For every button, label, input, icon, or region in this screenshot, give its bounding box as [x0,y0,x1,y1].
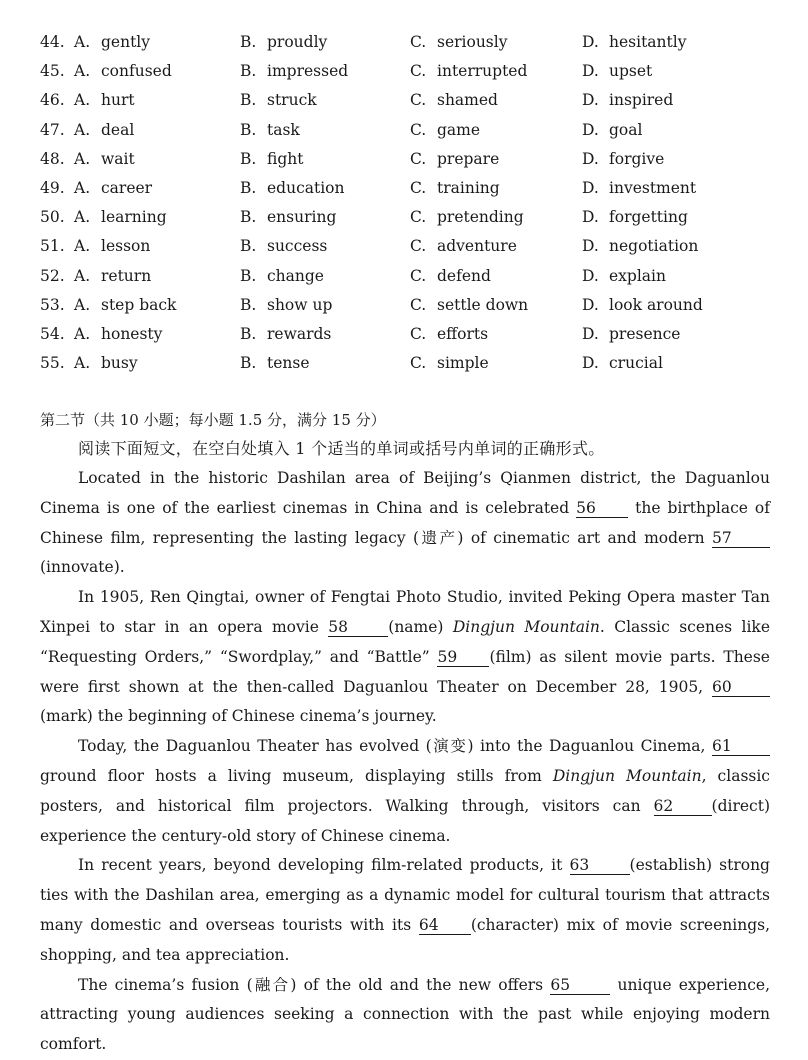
option-a [74,203,167,232]
option-text: gently [101,33,151,51]
option-text: settle down [437,295,529,314]
option-text: goal [609,120,643,139]
passage-text: (mark) the beginning of Chinese cinema’s journey. [40,707,437,726]
option-letter: C. [410,178,427,197]
option-text: game [437,120,481,139]
option-letter: B. [240,237,257,256]
option-b [240,145,303,174]
option-letter: B. [240,324,257,343]
passage-paragraph [40,851,770,970]
option-a [74,57,172,86]
option-letter: D. [582,149,599,168]
passage-text: Located in the historic Dashilan area of Beijing’s Qianmen district, the Daguanlou Cinema is one of the earliest cinemas in China and is celebrated [40,469,770,517]
question-number: 44. [40,33,65,51]
option-letter: B. [240,354,257,373]
blank-57[interactable]: 57 [712,529,770,548]
passage-text: (establish) strong ties with the Dashilan area, emerging as a dynamic model for cultural tourism that attracts many domestic and overseas tourists with its [40,856,770,934]
option-d [582,203,688,232]
option-letter: A. [74,237,91,256]
option-text: forgive [609,149,665,168]
passage-text: Today, the Daguanlou Theater has evolved (演变) into the Daguanlou Cinema, [78,737,706,756]
option-letter: B. [240,62,257,81]
option-text: interrupted [437,62,528,81]
option-letter: D. [582,237,599,256]
option-a [74,232,150,261]
option-a [74,320,162,349]
option-a [74,28,150,57]
option-text: honesty [101,324,163,343]
option-d [582,116,642,145]
section-two [40,406,770,1060]
option-a [74,116,134,145]
option-text: confused [101,62,172,81]
option-a [74,86,135,115]
option-c [410,174,500,203]
option-letter: C. [410,120,427,139]
option-d [582,57,652,86]
passage-text: . Classic scenes like “Requesting Orders,” “Swordplay,” and “Battle” [40,617,770,666]
option-letter: C. [410,266,427,285]
option-text: hurt [101,91,135,110]
passage-text: In 1905, Ren Qingtai, owner of Fengtai Photo Studio, invited Peking Opera master Tan Xinpei to star in an opera movie [40,588,770,636]
option-c [410,262,491,291]
option-b [240,291,332,320]
passage-text: (innovate). [40,558,125,577]
option-c [410,145,499,174]
option-text: adventure [437,237,517,256]
section-instruction: 阅读下面短文，在空白处填入 1 个适当的单词或括号内单词的正确形式。 [78,439,605,458]
option-b [240,174,345,203]
option-text: impressed [267,62,349,81]
option-text: investment [609,178,697,197]
option-text: learning [101,208,167,227]
option-letter: D. [582,91,599,110]
option-text: busy [101,354,138,373]
option-letter: C. [410,324,427,343]
option-letter: D. [582,120,599,139]
option-letter: B. [240,295,257,314]
passage-text: The cinema’s fusion (融合) of the old and the new offers [78,975,544,994]
option-a [74,145,135,174]
option-letter: A. [74,266,91,285]
option-c [410,203,524,232]
option-b [240,320,331,349]
option-text: negotiation [609,237,699,256]
option-letter: B. [240,149,257,168]
option-text: explain [609,266,666,285]
option-text: success [267,237,328,256]
blank-58[interactable]: 58 [328,618,388,637]
option-letter: A. [74,295,91,314]
passage-paragraph [40,971,770,1060]
option-letter: D. [582,354,599,373]
option-text: crucial [609,354,663,373]
option-letter: A. [74,178,91,197]
option-text: upset [609,62,653,81]
option-text: forgetting [609,208,688,227]
movie-title: Dingjun Mountain [452,617,600,636]
passage-text: ground floor hosts a living museum, displaying stills from [40,766,542,785]
option-b [240,116,300,145]
option-c [410,320,488,349]
option-text: return [101,266,152,285]
option-d [582,232,698,261]
option-letter: C. [410,91,427,110]
option-text: training [437,178,500,197]
option-d [582,28,686,57]
option-d [582,145,664,174]
passage-text: (character) mix of movie screenings, shopping, and tea appreciation. [40,915,770,964]
option-c [410,116,480,145]
option-b [240,203,336,232]
question-number: 52. [40,266,65,285]
option-letter: B. [240,33,257,51]
option-b [240,262,324,291]
option-text: defend [437,266,491,285]
option-a [74,262,151,291]
blank-59[interactable]: 59 [437,648,489,667]
question-number: 47. [40,120,65,139]
option-d [582,349,663,378]
passage-text: (direct) experience the century-old story of Chinese cinema. [40,796,770,845]
option-letter: A. [74,91,91,110]
option-letter: C. [410,354,427,373]
option-d [582,320,680,349]
passage-text: unique experience, attracting young audiences seeking a connection with the past while enjoying modern comfort. [40,975,771,1054]
option-c [410,291,528,320]
section-heading: 第二节（共 10 小题；每小题 1.5 分，满分 15 分） [40,411,386,429]
option-text: hesitantly [609,33,687,51]
passage-text: the birthplace of Chinese film, representing the lasting legacy (遗产) of cinematic art and modern [40,498,770,547]
option-b [240,232,327,261]
option-text: wait [101,149,135,168]
option-letter: B. [240,266,257,285]
passage-text: , classic posters, and historical film projectors. Walking through, visitors can [40,766,770,815]
option-text: fight [267,149,304,168]
question-number: 49. [40,178,65,197]
passage-paragraph [40,732,770,851]
option-c [410,57,527,86]
option-letter: A. [74,354,91,373]
option-letter: A. [74,33,91,51]
option-text: inspired [609,91,674,110]
passage-paragraph [40,464,770,583]
question-number: 53. [40,295,65,314]
option-text: look around [609,295,703,314]
option-text: rewards [267,324,332,343]
option-text: struck [267,91,317,110]
option-b [240,28,327,57]
question-number: 51. [40,237,65,256]
blank-64[interactable]: 64 [419,916,471,935]
option-d [582,174,696,203]
option-text: presence [609,324,681,343]
option-letter: C. [410,33,427,51]
option-text: change [267,266,324,285]
option-a [74,291,176,320]
option-text: step back [101,295,177,314]
option-letter: D. [582,324,599,343]
question-number: 46. [40,91,65,110]
option-a [74,349,138,378]
option-b [240,86,317,115]
option-text: prepare [437,149,500,168]
option-letter: A. [74,62,91,81]
option-letter: C. [410,295,427,314]
option-letter: D. [582,208,599,227]
option-letter: D. [582,33,599,51]
option-letter: A. [74,149,91,168]
option-text: shamed [437,91,498,110]
option-b [240,349,310,378]
option-letter: A. [74,208,91,227]
blank-63[interactable]: 63 [570,856,630,875]
option-letter: C. [410,149,427,168]
question-number: 55. [40,354,65,373]
blank-60[interactable]: 60 [712,678,770,697]
option-letter: B. [240,208,257,227]
option-a [74,174,152,203]
blank-65[interactable]: 65 [550,976,610,995]
option-b [240,57,348,86]
option-letter: A. [74,120,91,139]
passage [40,464,770,1060]
option-d [582,262,666,291]
option-letter: C. [410,237,427,256]
option-letter: C. [410,208,427,227]
blank-61[interactable]: 61 [712,737,770,756]
option-text: task [267,120,300,139]
passage-paragraph [40,583,770,732]
option-c [410,86,498,115]
option-letter: B. [240,120,257,139]
option-letter: D. [582,178,599,197]
option-letter: B. [240,178,257,197]
option-c [410,28,507,57]
option-letter: B. [240,91,257,110]
option-text: proudly [267,33,328,51]
option-letter: D. [582,266,599,285]
option-text: deal [101,120,135,139]
option-text: seriously [437,33,508,51]
question-number: 54. [40,324,65,343]
option-d [582,291,703,320]
option-text: show up [267,295,333,314]
option-text: ensuring [267,208,337,227]
blank-62[interactable]: 62 [654,797,712,816]
passage-text: (film) as silent movie parts. These were first shown at the then-called Daguanlou Theater on December 28, 1905, [40,647,770,696]
question-number: 45. [40,62,65,81]
movie-title: Dingjun Mountain [552,766,702,785]
option-c [410,232,517,261]
question-number: 50. [40,208,65,227]
option-text: simple [437,354,489,373]
option-letter: D. [582,62,599,81]
option-letter: C. [410,62,427,81]
option-text: lesson [101,237,151,256]
blank-56[interactable]: 56 [576,499,628,518]
option-text: efforts [437,324,489,343]
passage-text: (name) [388,617,444,636]
question-number: 48. [40,149,65,168]
option-letter: A. [74,324,91,343]
passage-text: In recent years, beyond developing film-related products, it [78,856,563,875]
option-text: education [267,178,345,197]
option-d [582,86,673,115]
option-text: tense [267,354,310,373]
option-letter: D. [582,295,599,314]
option-text: career [101,178,153,197]
option-c [410,349,489,378]
option-text: pretending [437,208,524,227]
